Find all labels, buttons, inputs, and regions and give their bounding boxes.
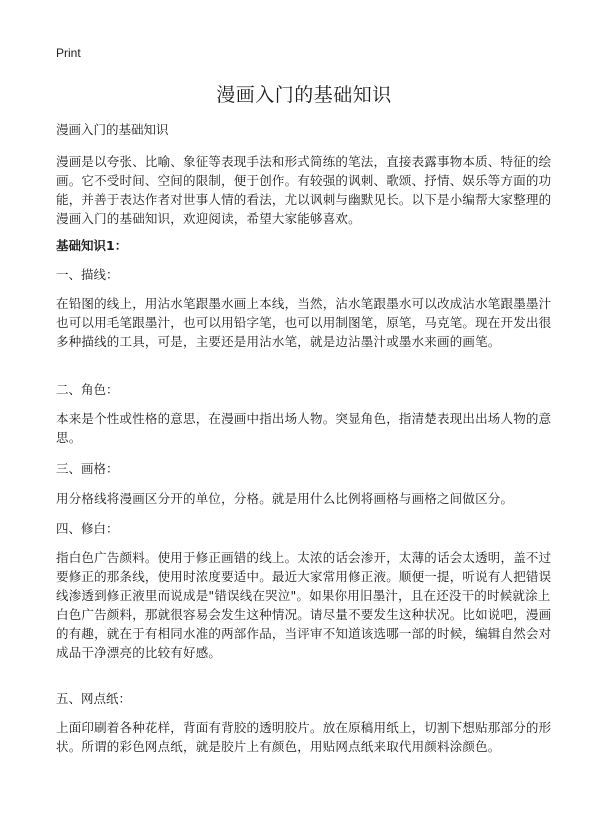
section-heading: 基础知识1：: [56, 238, 128, 253]
intro-paragraph: 漫画是以夸张、比喻、象征等表现手法和形式简练的笔法，直接表露事物本质、特征的绘画。它不受时间、空间的限制，便于创作。有较强的讽刺、歌颂、抒情、娱乐等方面的功能，并善于表达作者对世事人情的看法，尤以讽刺与幽默见长。以下是小编帮大家整理的漫画入门的基础知识，欢迎阅读，希望大家能够喜欢。: [56, 154, 552, 226]
paragraph-white-correction: 指白色广告颜料。使用于修正画错的线上。太浓的话会渗开，太薄的话会太透明，盖不过要修正的那条线，使用时浓度要适中。最近大家常用修正液。顺便一提，听说有人把错误线渗透到修正液里而说成是"错误线在哭泣"。如果你用旧墨汁，且在还没干的时候就涂上白色广告颜料，那就很容易会发生这种情况。请尽量不要发生这种状况。比如说吧，漫画的有趣，就在于有相同水准的两部作品，当评审不知道该选哪一部的时候，编辑自然会对成品干净漂亮的比较有好感。: [56, 550, 552, 660]
heading-line-drawing: 一、描线：: [56, 267, 119, 282]
heading-white-correction: 四、修白：: [56, 521, 119, 536]
paragraph-character: 本来是个性或性格的意思，在漫画中指出场人物。突显角色，指清楚表现出出场人物的意思。: [56, 411, 552, 445]
paragraph-panel: 用分格线将漫画区分开的单位，分格。就是用什么比例将画格与画格之间做区分。: [56, 491, 514, 506]
paragraph-screentone: 上面印刷着各种花样，背面有背胶的透明胶片。放在原稿用纸上，切割下想贴那部分的形状。所谓的彩色网点纸，就是胶片上有颜色，用贴网点纸来取代用颜料涂颜色。: [56, 720, 552, 754]
heading-screentone: 五、网点纸：: [56, 691, 132, 706]
document-subtitle: 漫画入门的基础知识: [56, 122, 169, 137]
print-link[interactable]: Print: [56, 46, 81, 60]
paragraph-line-drawing: 在铅图的线上，用沾水笔跟墨水画上本线，当然，沾水笔跟墨水可以改成沾水笔跟墨墨汁也可以用毛笔跟墨汁，也可以用铅字笔，也可以用制图笔，原笔，马克笔。现在开发出很多种描线的工具，可是，主要还是用沾水笔，就是边沾墨汁或墨水来画的画笔。: [56, 296, 552, 349]
heading-panel: 三、画格：: [56, 461, 119, 476]
heading-character: 二、角色：: [56, 382, 119, 397]
page-title: 漫画入门的基础知识: [216, 84, 392, 106]
